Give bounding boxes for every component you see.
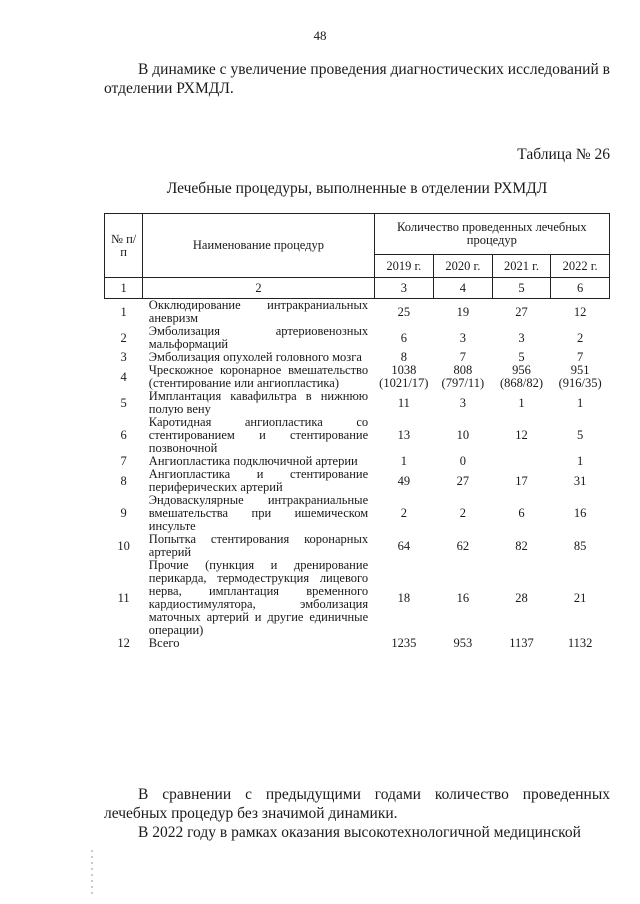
procedure-name: Чрескожное коронарное вмешательство (стентирование или ангиопластика) — [148, 363, 369, 390]
procedure-count: 13 — [397, 428, 411, 442]
row-number: 9 — [120, 506, 127, 520]
row-number: 2 — [120, 330, 127, 345]
table-body — [105, 299, 610, 651]
procedure-count: 25 — [397, 304, 411, 319]
procedure-name: Попытка стентирования коронарных артерий — [148, 532, 369, 559]
procedure-count: 27 — [456, 473, 470, 488]
closing-paragraph-2 — [104, 823, 610, 842]
procedure-count: 85 — [573, 538, 587, 553]
closing-paragraph-2-text: В 2022 году в рамках оказания высокотехнологичной медицинской — [138, 824, 581, 841]
row-number: 11 — [117, 590, 130, 605]
procedure-name: Ангиопластика и стентирование периферических артерий — [148, 467, 369, 494]
procedure-name: Имплантация кавафильтра в нижнюю полую вену — [148, 389, 369, 416]
procedure-count: 16 — [456, 590, 470, 605]
row-number: 4 — [120, 369, 127, 384]
procedure-count: 5 — [577, 428, 584, 442]
header-year: 2019 г. — [374, 255, 433, 278]
page-number: 48 — [313, 28, 327, 43]
table-row — [105, 364, 610, 390]
table-row — [105, 390, 610, 416]
procedure-count: 1137 — [509, 636, 534, 650]
header-year: 2021 г. — [492, 255, 551, 278]
procedure-count: 64 — [397, 538, 411, 553]
intro-paragraph-text: В динамике с увеличение проведения диагностических исследований в отделении РХМДЛ. — [104, 61, 610, 97]
procedure-count: 1038 (1021/17) — [379, 363, 429, 390]
index-cell: 5 — [492, 278, 551, 299]
procedure-count: 82 — [515, 538, 528, 553]
index-cell: 4 — [434, 278, 493, 299]
procedure-count: 10 — [456, 428, 470, 442]
table-row — [105, 533, 610, 559]
table-row — [105, 637, 610, 650]
procedure-count: 1235 — [391, 636, 417, 650]
procedure-count: 6 — [400, 330, 407, 345]
row-number: 7 — [120, 454, 127, 468]
procedure-count — [492, 455, 551, 468]
intro-paragraph — [104, 60, 610, 98]
table-row — [105, 468, 610, 494]
procedure-count: 17 — [515, 473, 528, 488]
procedure-count: 808 (797/11) — [441, 363, 485, 390]
header-num: № п/п — [105, 214, 143, 278]
procedures-table — [104, 213, 610, 650]
table-row — [105, 559, 610, 637]
procedure-count: 3 — [459, 395, 466, 410]
procedure-count: 2 — [400, 506, 407, 520]
procedure-count: 956 (868/82) — [499, 363, 543, 390]
table-row — [105, 325, 610, 351]
procedure-count: 16 — [573, 506, 587, 520]
margin-marks — [90, 848, 94, 896]
procedure-count: 1 — [577, 395, 584, 410]
procedure-name: Эндоваскулярные интракраниальные вмешательства при ишемическом инсульте — [148, 493, 369, 533]
procedure-count: 1 — [400, 454, 407, 468]
table-row — [105, 416, 610, 455]
procedure-count: 1 — [577, 454, 584, 468]
procedure-count: 11 — [397, 395, 410, 410]
table-row — [105, 299, 610, 326]
header-year: 2022 г. — [551, 255, 610, 278]
procedure-count: 5 — [518, 350, 525, 364]
index-cell: 2 — [143, 278, 374, 299]
procedure-count: 1132 — [567, 636, 593, 650]
row-number: 5 — [120, 395, 127, 410]
procedure-count: 0 — [459, 454, 466, 468]
header-count-group: Количество проведенных лечебных процедур — [374, 214, 609, 255]
procedure-count: 62 — [456, 538, 470, 553]
row-number: 6 — [120, 428, 127, 442]
procedure-count: 31 — [573, 473, 587, 488]
row-number: 8 — [120, 473, 127, 488]
procedure-count: 3 — [459, 330, 466, 345]
table-number: Таблица № 26 — [517, 146, 610, 163]
row-number: 10 — [117, 538, 130, 553]
procedure-count: 951 (916/35) — [558, 363, 602, 390]
procedure-name: Ангиопластика подключичной артерии — [148, 454, 358, 468]
procedure-count: 1 — [518, 395, 525, 410]
procedure-count: 12 — [515, 428, 528, 442]
procedure-name: Прочие (пункция и дренирование перикарда, термодеструкция лицевого нерва, имплантация временного кардиостимулятора, эмболизация маточных артерий и другие единичные операции) — [148, 558, 369, 637]
row-number: 1 — [120, 304, 127, 319]
procedure-count: 7 — [459, 350, 466, 364]
procedure-count: 49 — [397, 473, 411, 488]
procedure-count: 3 — [518, 330, 525, 345]
procedure-name: Каротидная ангиопластика со стентированием и стентирование позвоночной — [148, 415, 369, 455]
index-cell: 3 — [374, 278, 433, 299]
procedure-count: 12 — [573, 304, 587, 319]
procedure-count: 19 — [456, 304, 470, 319]
procedure-count: 18 — [397, 590, 411, 605]
header-year: 2020 г. — [434, 255, 493, 278]
index-cell: 1 — [105, 278, 143, 299]
closing-paragraph-1 — [104, 785, 610, 823]
procedure-name: Окклюдирование интракраниальных аневризм — [148, 298, 369, 325]
procedure-count: 2 — [577, 330, 584, 345]
procedure-count: 6 — [518, 506, 525, 520]
procedure-name: Эмболизация артериовенозных мальформаций — [148, 324, 369, 351]
closing-paragraph-1-text: В сравнении с предыдущими годами количество проведенных лечебных процедур без значимой динамики. — [104, 786, 610, 822]
procedure-count: 2 — [459, 506, 466, 520]
index-cell: 6 — [551, 278, 610, 299]
header-name: Наименование процедур — [143, 214, 374, 278]
procedure-count: 21 — [573, 590, 587, 605]
procedure-count: 28 — [515, 590, 528, 605]
row-number: 3 — [120, 350, 127, 364]
procedure-count: 953 — [453, 636, 473, 650]
procedure-name: Эмболизация опухолей головного мозга — [148, 350, 362, 364]
row-number: 12 — [117, 636, 130, 650]
table-caption: Лечебные процедуры, выполненные в отделении РХМДЛ — [166, 180, 548, 197]
procedure-count: 8 — [400, 350, 407, 364]
procedure-count: 7 — [577, 350, 584, 364]
procedure-name: Всего — [148, 636, 180, 650]
table-row — [105, 494, 610, 533]
procedure-count: 27 — [515, 304, 528, 319]
